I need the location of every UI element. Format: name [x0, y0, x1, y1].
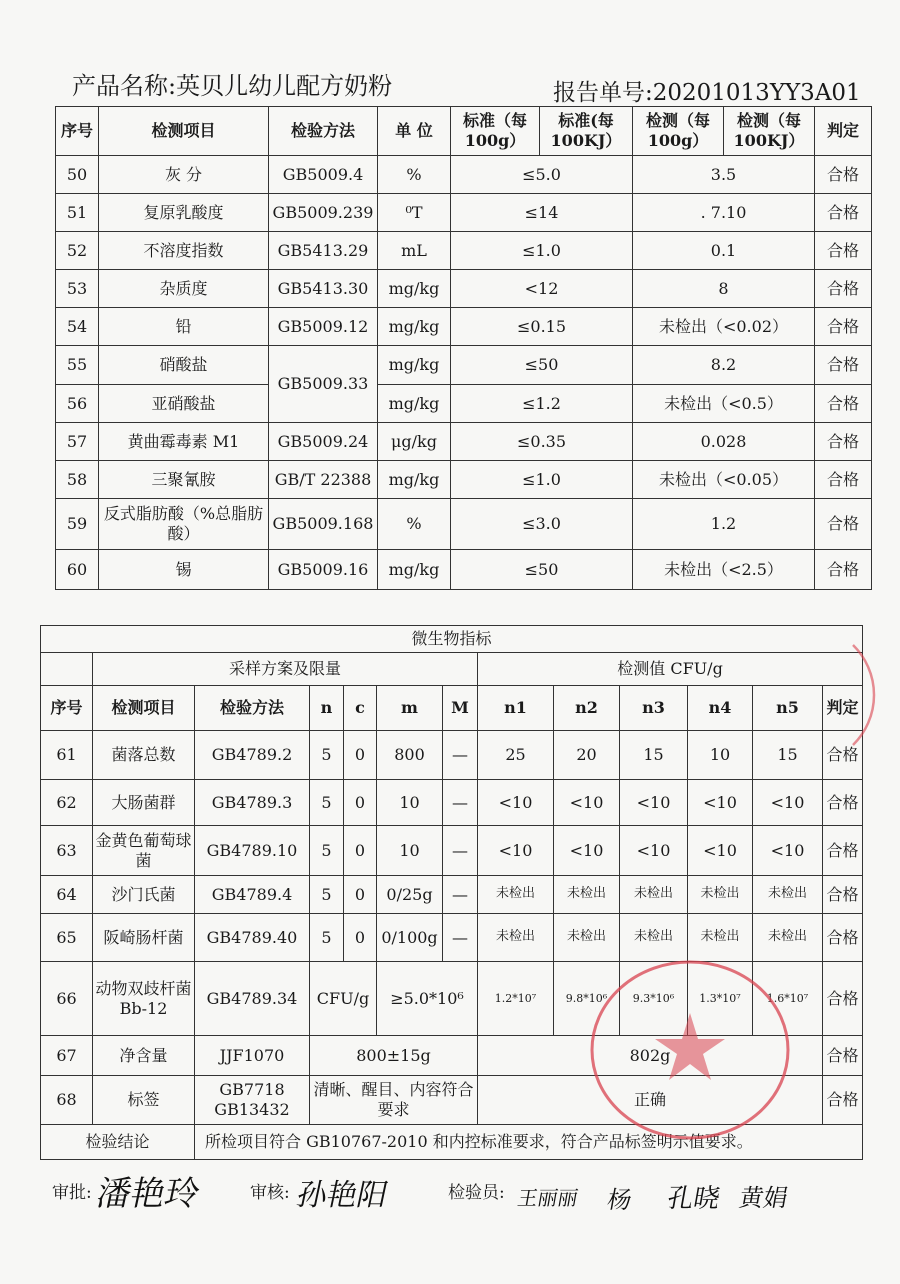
row-item: 金黄色葡萄球菌: [93, 826, 195, 876]
row-method: GB5009.33: [269, 346, 378, 423]
table-row: [56, 232, 872, 270]
row-method-2: GB13432: [214, 1100, 290, 1119]
row-standard: <12: [451, 270, 633, 308]
row-n5: 15: [753, 731, 823, 780]
row-standard: ≤3.0: [451, 499, 633, 550]
row-verdict: 合格: [823, 1036, 863, 1076]
row-n3: <10: [620, 780, 688, 826]
row-item: 黄曲霉毒素 M1: [99, 423, 269, 461]
row-n4: 未检出: [688, 876, 753, 914]
table-row: [56, 423, 872, 461]
review-label: 审核:: [250, 1183, 290, 1203]
row-n4: 1.3*10⁷: [688, 962, 753, 1036]
row-method: GB5413.29: [269, 232, 378, 270]
row-m: 10: [377, 780, 443, 826]
row-item: 菌落总数: [93, 731, 195, 780]
header-n: n: [310, 686, 344, 731]
row-method-1: GB7718: [219, 1080, 285, 1099]
table-row: [41, 826, 863, 876]
row-n1: 25: [478, 731, 554, 780]
header-n5: n5: [753, 686, 823, 731]
row-unit: mg/kg: [378, 461, 451, 499]
row-n2: 9.8*10⁶: [554, 962, 620, 1036]
row-n: 5: [310, 914, 344, 962]
row-item: 复原乳酸度: [99, 194, 269, 232]
row-c: 0: [344, 826, 377, 876]
row-seq: 63: [41, 826, 93, 876]
row-M: —: [443, 731, 478, 780]
row-verdict: 合格: [823, 876, 863, 914]
row-n5: <10: [753, 826, 823, 876]
row-n: 5: [310, 876, 344, 914]
row-method: GB4789.4: [195, 876, 310, 914]
row-seq: 57: [56, 423, 99, 461]
row-n: 5: [310, 780, 344, 826]
row-result: 8.2: [633, 346, 815, 385]
header-seq: 序号: [41, 686, 93, 731]
row-unit: ⁰T: [378, 194, 451, 232]
row-n5: <10: [753, 780, 823, 826]
header-std-100kj: 标准(每100KJ）: [540, 107, 633, 156]
row-unit: mg/kg: [378, 385, 451, 423]
row-n1: 未检出: [478, 914, 554, 962]
table-header-row: [41, 686, 863, 731]
row-method: JJF1070: [195, 1036, 310, 1076]
row-standard: ≤1.0: [451, 232, 633, 270]
row-item: 沙门氏菌: [93, 876, 195, 914]
row-verdict: 合格: [815, 270, 872, 308]
row-seq: 67: [41, 1036, 93, 1076]
row-standard: ≤14: [451, 194, 633, 232]
row-verdict: 合格: [823, 962, 863, 1036]
header-n2: n2: [554, 686, 620, 731]
row-method-cell: [195, 1076, 310, 1125]
inspector-signature-4: 黄娟: [737, 1184, 791, 1212]
micro-section-title: 微生物指标: [41, 626, 863, 653]
row-unit: mg/kg: [378, 270, 451, 308]
values-group-header: 检测值 CFU/g: [478, 653, 863, 686]
partial-seal-stamp: [845, 640, 900, 750]
row-method: GB5009.239: [269, 194, 378, 232]
row-seq: 68: [41, 1076, 93, 1125]
row-seq: 50: [56, 156, 99, 194]
row-unit: mg/kg: [378, 346, 451, 385]
row-item: 标签: [93, 1076, 195, 1125]
row-m: 800: [377, 731, 443, 780]
row-verdict: 合格: [815, 385, 872, 423]
row-nc: CFU/g: [310, 962, 377, 1036]
row-item: 阪崎肠杆菌: [93, 914, 195, 962]
header-n3: n3: [620, 686, 688, 731]
row-result: 0.028: [633, 423, 815, 461]
row-seq: 54: [56, 308, 99, 346]
row-item: 亚硝酸盐: [99, 385, 269, 423]
row-value: 正确: [478, 1076, 823, 1125]
row-M: —: [443, 914, 478, 962]
row-unit: mL: [378, 232, 451, 270]
row-method: GB5009.24: [269, 423, 378, 461]
row-M: —: [443, 876, 478, 914]
row-verdict: 合格: [823, 914, 863, 962]
row-n: 5: [310, 826, 344, 876]
row-seq: 55: [56, 346, 99, 385]
header-test-100g: 检测（每100g）: [633, 107, 724, 156]
row-n2: 20: [554, 731, 620, 780]
row-method: GB5009.4: [269, 156, 378, 194]
table-row: [56, 194, 872, 232]
row-result: 未检出（<0.05）: [633, 461, 815, 499]
header-item: 检测项目: [99, 107, 269, 156]
row-seq: 66: [41, 962, 93, 1036]
row-spec: 800±15g: [310, 1036, 478, 1076]
row-M: —: [443, 780, 478, 826]
inspector-label: 检验员:: [448, 1183, 505, 1203]
header-M: M: [443, 686, 478, 731]
row-method: GB4789.40: [195, 914, 310, 962]
row-n3: 9.3*10⁶: [620, 962, 688, 1036]
row-verdict: 合格: [815, 308, 872, 346]
row-method: GB5009.168: [269, 499, 378, 550]
header-seq: 序号: [56, 107, 99, 156]
header-m: m: [377, 686, 443, 731]
row-unit: mg/kg: [378, 308, 451, 346]
row-unit: mg/kg: [378, 550, 451, 590]
row-n2: <10: [554, 826, 620, 876]
row-standard: ≤50: [451, 346, 633, 385]
row-seq: 58: [56, 461, 99, 499]
row-n1: 未检出: [478, 876, 554, 914]
row-verdict: 合格: [815, 156, 872, 194]
row-result: 3.5: [633, 156, 815, 194]
row-verdict: 合格: [815, 232, 872, 270]
row-method: GB4789.2: [195, 731, 310, 780]
conclusion-text: 所检项目符合 GB10767-2010 和内控标准要求，符合产品标签明示值要求。: [195, 1125, 863, 1160]
row-item: 锡: [99, 550, 269, 590]
header-n1: n1: [478, 686, 554, 731]
row-n3: 15: [620, 731, 688, 780]
row-seq: 59: [56, 499, 99, 550]
row-verdict: 合格: [823, 731, 863, 780]
row-c: 0: [344, 876, 377, 914]
row-verdict: 合格: [815, 461, 872, 499]
row-item: 灰 分: [99, 156, 269, 194]
sampling-group-header: 采样方案及限量: [93, 653, 478, 686]
row-seq: 56: [56, 385, 99, 423]
row-result: 未检出（<0.5）: [633, 385, 815, 423]
row-method: GB5009.12: [269, 308, 378, 346]
table-header-row: [56, 107, 872, 156]
row-method: GB4789.34: [195, 962, 310, 1036]
row-item: 铅: [99, 308, 269, 346]
row-method: GB/T 22388: [269, 461, 378, 499]
row-n4: 未检出: [688, 914, 753, 962]
row-item: 三聚氰胺: [99, 461, 269, 499]
approve-label: 审批:: [52, 1183, 92, 1203]
row-n5: 未检出: [753, 914, 823, 962]
table-row: [56, 346, 872, 385]
row-verdict: 合格: [815, 499, 872, 550]
row-method: GB4789.10: [195, 826, 310, 876]
row-result: 未检出（<0.02）: [633, 308, 815, 346]
row-value: 802g: [478, 1036, 823, 1076]
row-verdict: 合格: [815, 423, 872, 461]
row-standard: ≤0.35: [451, 423, 633, 461]
row-item: 动物双歧杆菌Bb-12: [93, 962, 195, 1036]
header-std-100g: 标准（每100g）: [451, 107, 540, 156]
table-row: [41, 780, 863, 826]
row-standard: ≤5.0: [451, 156, 633, 194]
row-n2: 未检出: [554, 876, 620, 914]
row-verdict: 合格: [823, 826, 863, 876]
header-verdict: 判定: [823, 686, 863, 731]
inspector-signature-1: 王丽丽: [515, 1186, 580, 1210]
row-method: GB5009.16: [269, 550, 378, 590]
header-n4: n4: [688, 686, 753, 731]
row-unit: %: [378, 156, 451, 194]
product-name-label: 产品名称:英贝儿幼儿配方奶粉: [72, 72, 393, 100]
row-result: 1.2: [633, 499, 815, 550]
review-signature: 孙艳阳: [293, 1178, 391, 1213]
row-item: 杂质度: [99, 270, 269, 308]
inspector-signature-3: 孔晓: [664, 1184, 723, 1214]
row-verdict: 合格: [823, 780, 863, 826]
header-verdict: 判定: [815, 107, 872, 156]
row-spec: 清晰、醒目、内容符合要求: [310, 1076, 478, 1125]
table-row: [56, 550, 872, 590]
header-c: c: [344, 686, 377, 731]
row-m: 0/100g: [377, 914, 443, 962]
header-item: 检测项目: [93, 686, 195, 731]
header-method: 检验方法: [269, 107, 378, 156]
row-item: 反式脂肪酸（%总脂肪酸）: [99, 499, 269, 550]
row-mM: ≥5.0*10⁶: [377, 962, 478, 1036]
row-result: 0.1: [633, 232, 815, 270]
row-method: GB5413.30: [269, 270, 378, 308]
row-n5: 1.6*10⁷: [753, 962, 823, 1036]
row-c: 0: [344, 914, 377, 962]
table-row: [56, 156, 872, 194]
table-row: [56, 499, 872, 550]
row-verdict: 合格: [815, 194, 872, 232]
row-n1: 1.2*10⁷: [478, 962, 554, 1036]
row-standard: ≤50: [451, 550, 633, 590]
row-item: 硝酸盐: [99, 346, 269, 385]
row-verdict: 合格: [823, 1076, 863, 1125]
row-item: 净含量: [93, 1036, 195, 1076]
row-unit: %: [378, 499, 451, 550]
row-seq: 64: [41, 876, 93, 914]
row-seq: 65: [41, 914, 93, 962]
row-n3: 未检出: [620, 876, 688, 914]
report-number-label: 报告单号:20201013YY3A01: [553, 80, 861, 106]
row-unit: μg/kg: [378, 423, 451, 461]
physchem-test-table: [55, 106, 872, 590]
inspector-signature-2: 杨: [605, 1186, 635, 1214]
row-seq: 53: [56, 270, 99, 308]
row-n3: 未检出: [620, 914, 688, 962]
table-row: [56, 270, 872, 308]
header-method: 检验方法: [195, 686, 310, 731]
row-standard: ≤1.2: [451, 385, 633, 423]
row-seq: 61: [41, 731, 93, 780]
row-c: 0: [344, 780, 377, 826]
row-n4: <10: [688, 780, 753, 826]
row-n4: <10: [688, 826, 753, 876]
table-row: [56, 385, 872, 423]
row-standard: ≤1.0: [451, 461, 633, 499]
row-item: 大肠菌群: [93, 780, 195, 826]
row-m: 0/25g: [377, 876, 443, 914]
row-verdict: 合格: [815, 346, 872, 385]
row-M: —: [443, 826, 478, 876]
row-n2: <10: [554, 780, 620, 826]
official-seal-stamp: [585, 955, 795, 1145]
row-result: 未检出（<2.5）: [633, 550, 815, 590]
table-row: [41, 731, 863, 780]
row-n2: 未检出: [554, 914, 620, 962]
row-item: 不溶度指数: [99, 232, 269, 270]
row-verdict: 合格: [815, 550, 872, 590]
row-result: 8: [633, 270, 815, 308]
table-row: [41, 876, 863, 914]
table-row: [56, 461, 872, 499]
row-seq: 51: [56, 194, 99, 232]
row-n1: <10: [478, 780, 554, 826]
conclusion-label: 检验结论: [41, 1125, 195, 1160]
header-unit: 单 位: [378, 107, 451, 156]
row-n3: <10: [620, 826, 688, 876]
section-title-row: [41, 626, 863, 653]
row-c: 0: [344, 731, 377, 780]
group-header-row: [41, 653, 863, 686]
row-n4: 10: [688, 731, 753, 780]
row-method: GB4789.3: [195, 780, 310, 826]
table-row: [56, 308, 872, 346]
row-seq: 60: [56, 550, 99, 590]
row-n: 5: [310, 731, 344, 780]
header-test-100kj: 检测（每100KJ）: [724, 107, 815, 156]
row-n5: 未检出: [753, 876, 823, 914]
row-standard: ≤0.15: [451, 308, 633, 346]
blank-cell: [41, 653, 93, 686]
approve-signature: 潘艳玲: [93, 1174, 204, 1214]
row-n1: <10: [478, 826, 554, 876]
row-seq: 62: [41, 780, 93, 826]
row-result: . 7.10: [633, 194, 815, 232]
row-seq: 52: [56, 232, 99, 270]
row-m: 10: [377, 826, 443, 876]
